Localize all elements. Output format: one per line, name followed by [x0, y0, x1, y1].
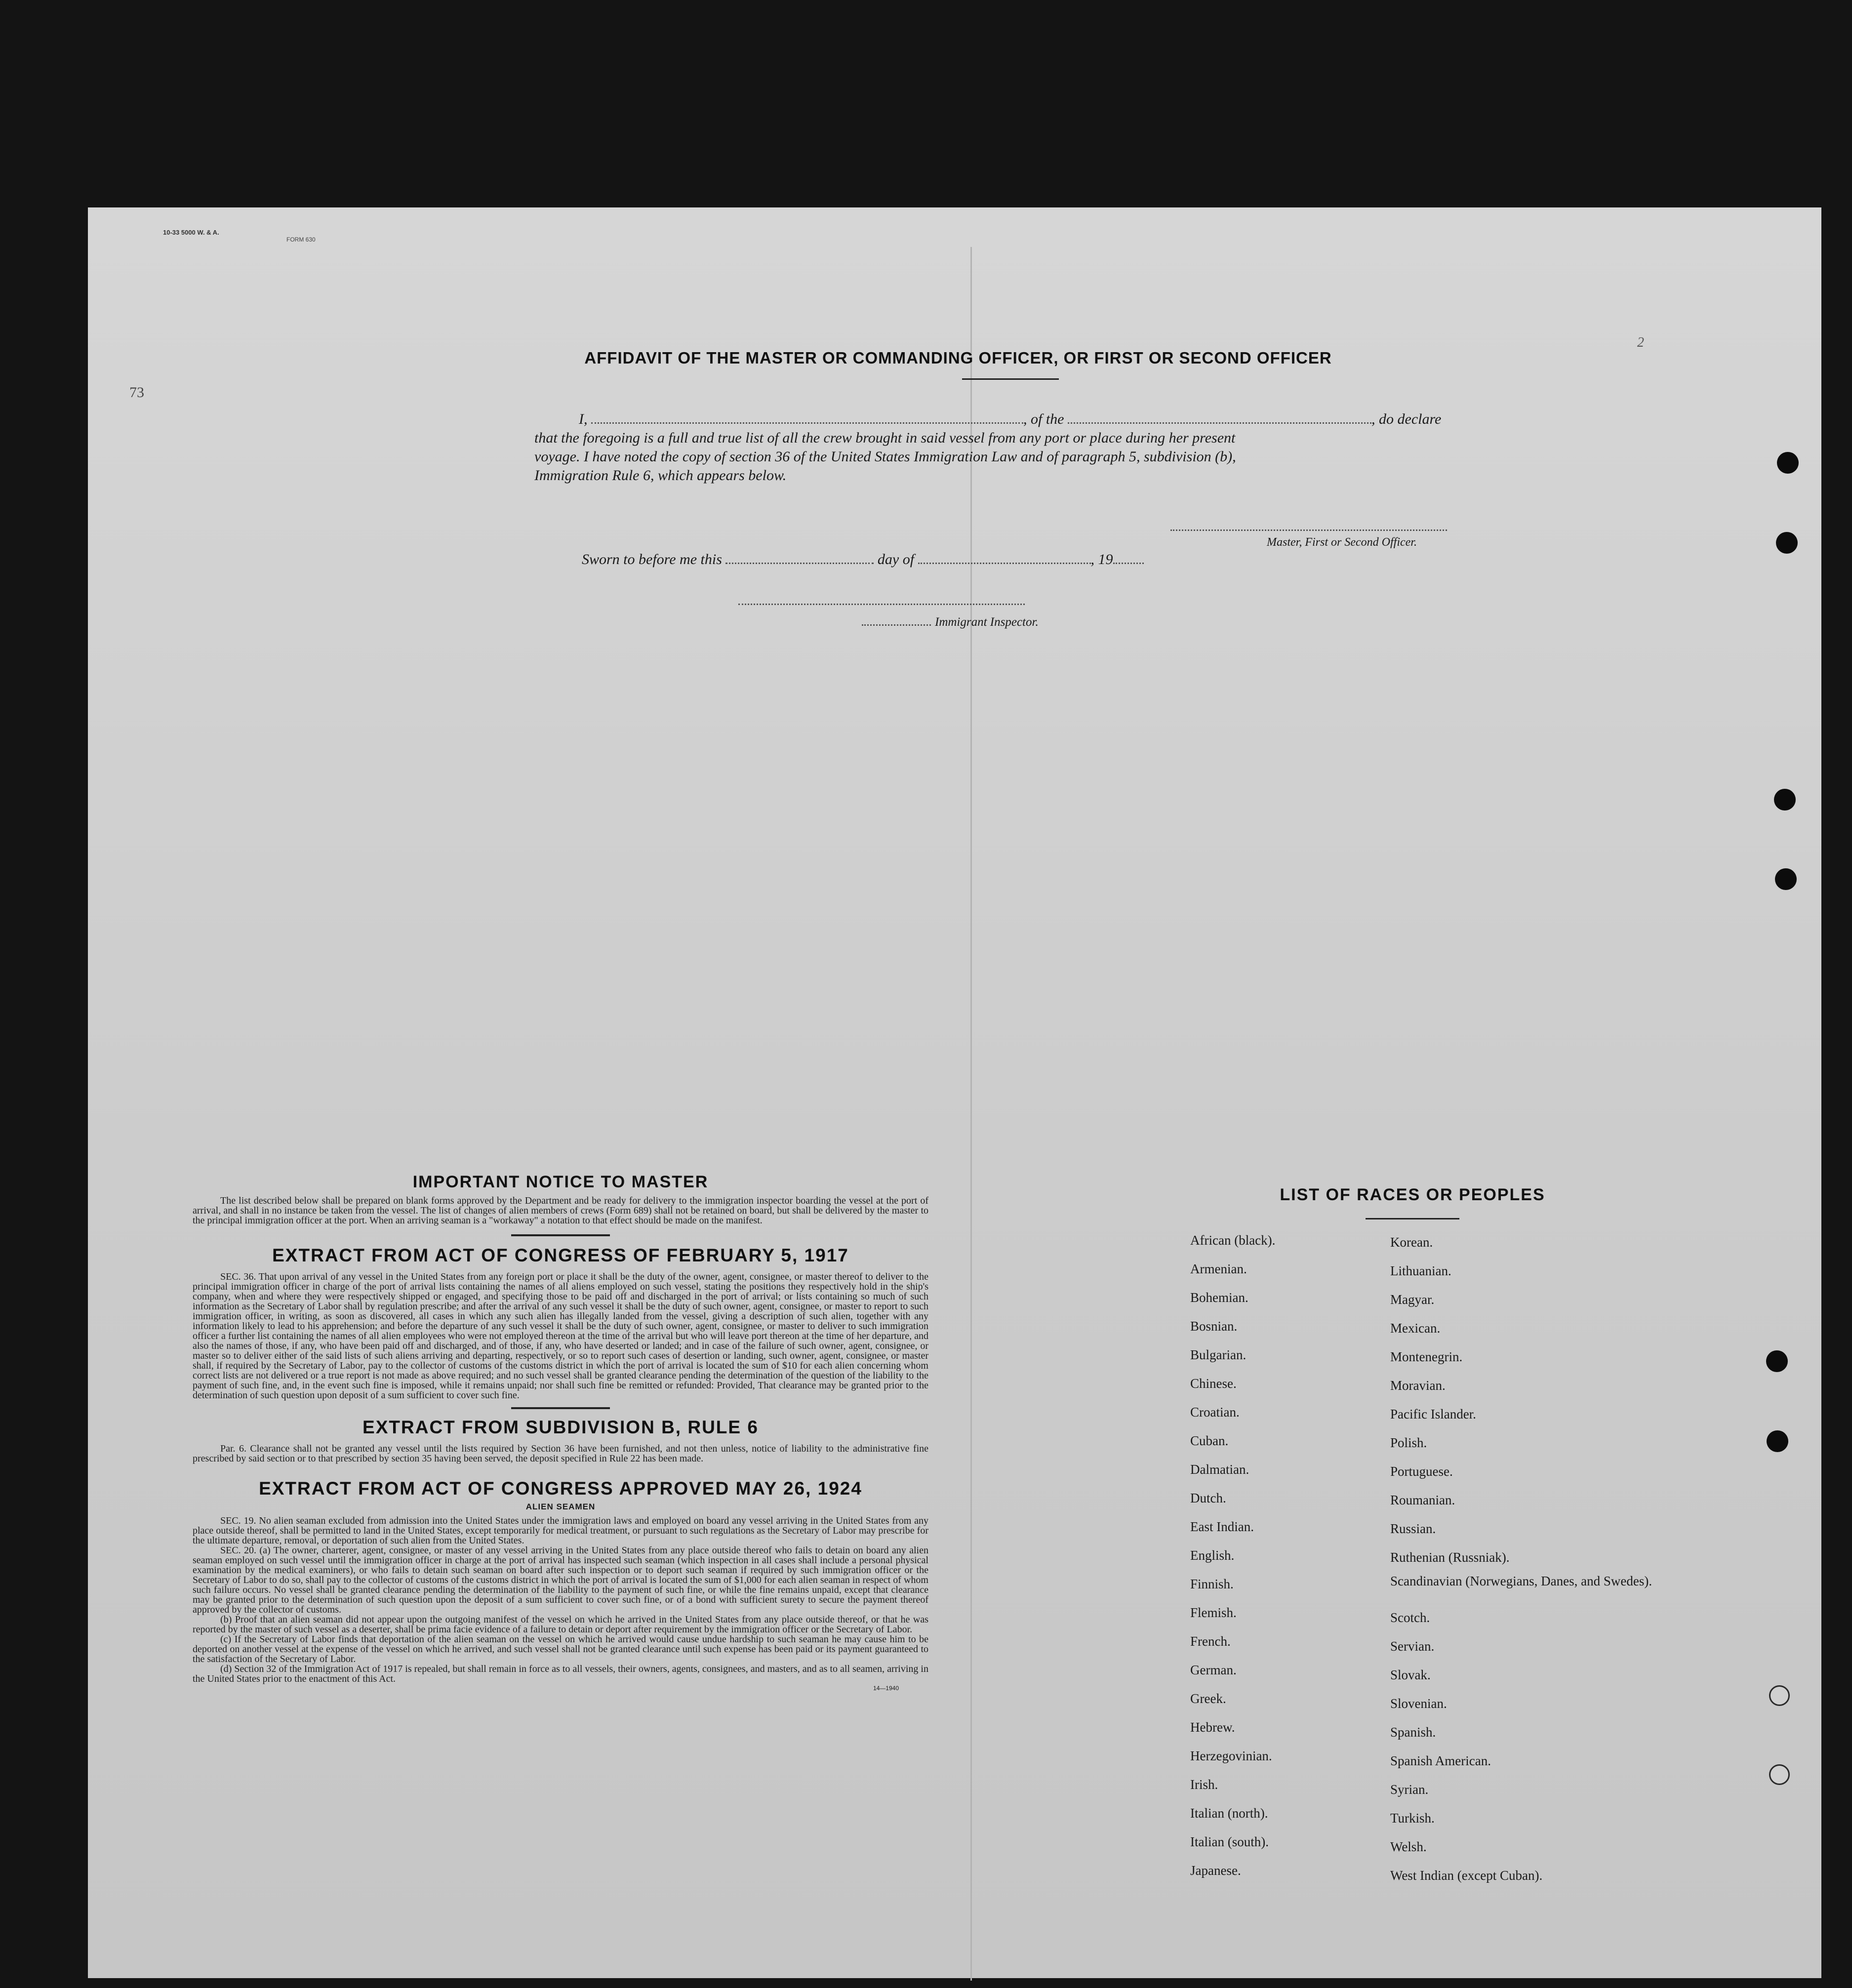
- extract-rule6-title: EXTRACT FROM SUBDIVISION B, RULE 6: [362, 1417, 759, 1437]
- race-item: Welsh.: [1390, 1839, 1427, 1854]
- master-signature-label: Master, First or Second Officer.: [1267, 536, 1417, 549]
- sec20b-body: (b) Proof that an alien seaman did not appear upon the outgoing manifest of the vessel on which he arrived in the United States from any place outside thereof, or that he was reported by the master of such vessel as a deserter, shall be prima facie evidence of a failure to detain or deport after requirement by the immigration officer or the Secretary of Labor.: [193, 1614, 928, 1635]
- binder-hole: [1769, 1685, 1790, 1706]
- sworn-day-field[interactable]: [725, 563, 874, 564]
- race-item: Japanese.: [1190, 1863, 1241, 1878]
- race-item: African (black).: [1190, 1233, 1276, 1248]
- binder-hole: [1766, 1350, 1788, 1372]
- race-item: French.: [1190, 1634, 1231, 1649]
- race-item: Dutch.: [1190, 1491, 1226, 1505]
- sec19-body: SEC. 19. No alien seaman excluded from admission into the United States under the immigration laws and employed on board any vessel arriving in the United States from any place outside thereof, shall be permitted to land in the United States, except temporarily for medical treatment, or pursuant to such regulations as the Secretary of Labor may prescribe for the ultimate departure, removal, or deportation of such alien from the United States.: [193, 1515, 928, 1546]
- race-item: Herzegovinian.: [1190, 1748, 1272, 1763]
- race-item: Korean.: [1390, 1235, 1433, 1250]
- declaration-line: [534, 410, 1492, 429]
- name-field[interactable]: [591, 422, 1023, 424]
- race-item: Portuguese.: [1390, 1464, 1453, 1479]
- affidavit-line-2: that the foregoing is a full and true list of all the crew brought in said vessel from any port or place during her present: [534, 430, 1236, 446]
- race-item: Ruthenian (Russniak).: [1390, 1550, 1510, 1565]
- sec20a-body: SEC. 20. (a) The owner, charterer, agent, consignee, or master of any vessel arriving in the United States from any place outside thereof who fails to detain on board any alien seaman employed on such vessel until the immigration officer in charge at the port of arrival has inspected such seaman (which inspection in all cases shall include a personal physical examination by the medical examiners), or who fails to detain such seaman on board after such inspection or to deport such seaman if required by such immigration officer or the Secretary of Labor to do so, shall pay to the collector of customs of the customs district in which the port of arrival is located the sum of $1,000 for each alien seaman in respect of whom such failure occurs. No vessel shall be granted clearance pending the determination of the liability to the payment of such fine, or while the fine remains unpaid, except that clearance may be granted prior to the determination of such question upon the deposit of a sum sufficient to cover such fine, or of a bond with sufficient surety to secure the payment thereof approved by the collector of customs.: [193, 1545, 928, 1615]
- corner-mark: 2: [1637, 335, 1644, 350]
- races-right-column: [1390, 1228, 1652, 1890]
- extract-1917-rule: [511, 1407, 610, 1409]
- race-item: Roumanian.: [1390, 1493, 1455, 1507]
- race-item: English.: [1190, 1548, 1235, 1563]
- race-item: Mexican.: [1390, 1321, 1441, 1336]
- title-rule: [962, 378, 1059, 380]
- page-fold: [970, 247, 972, 1981]
- binder-hole: [1776, 532, 1798, 554]
- binder-hole: [1769, 1764, 1790, 1785]
- master-signature-line[interactable]: [1170, 529, 1447, 531]
- race-item: Slovenian.: [1390, 1696, 1447, 1711]
- race-item: Bosnian.: [1190, 1319, 1238, 1334]
- races-title: LIST OF RACES OR PEOPLES: [1280, 1185, 1545, 1204]
- notice-title: IMPORTANT NOTICE TO MASTER: [412, 1173, 709, 1191]
- sec20c-body: (c) If the Secretary of Labor finds that deportation of the alien seaman on the vessel on which he arrived would cause undue hardship to such seaman he may cause him to be deported on another vessel at the expense of the vessel on which he arrived, and such vessel shall not be granted clearance until such expense has been paid or its payment guaranteed to the satisfaction of the Secretary of Labor.: [193, 1634, 928, 1664]
- sworn-line: [582, 551, 1144, 568]
- bottom-print-code: 14—1940: [873, 1685, 899, 1692]
- race-item: Italian (south).: [1190, 1834, 1269, 1849]
- binder-hole: [1777, 452, 1799, 474]
- race-item: Irish.: [1190, 1777, 1218, 1792]
- notice-body: The list described below shall be prepared on blank forms approved by the Department and be ready for delivery to the immigration inspector boarding the vessel at the port of arrival, and shall in no instance be taken from the vessel. The list of changes of alien members of crews (Form 689) shall not be retained on board, but shall be delivered by the master to the principal immigration officer at the port. When an arriving seaman is a "workaway" a notation to that effect should be made on the manifest.: [193, 1195, 928, 1226]
- race-item: Magyar.: [1390, 1292, 1435, 1307]
- binder-hole: [1774, 789, 1796, 811]
- race-item: East Indian.: [1190, 1519, 1254, 1534]
- declarant-label: I,: [579, 411, 588, 427]
- extract-1917-title: EXTRACT FROM ACT OF CONGRESS OF FEBRUARY 5, 1917: [272, 1245, 849, 1265]
- race-item: Pacific Islander.: [1390, 1407, 1476, 1421]
- race-item: Chinese.: [1190, 1376, 1237, 1391]
- race-item: Hebrew.: [1190, 1720, 1235, 1735]
- race-item: Syrian.: [1390, 1782, 1429, 1797]
- race-item: German.: [1190, 1663, 1237, 1677]
- race-item: Cuban.: [1190, 1433, 1229, 1448]
- extract-1917-body: SEC. 36. That upon arrival of any vessel in the United States from any foreign port or place it shall be the duty of the owner, agent, consignee, or master thereof to deliver to the principal immigration officer in charge of the port of arrival lists containing the names of all aliens employed on such vessel, stating the positions they respectively hold in the ship's company, when and where they were respectively shipped or engaged, and specifying those to be paid off and discharged in the port of arrival; or lists containing so much of such information as the Secretary of Labor shall by regulation prescribe; and after the arrival of any such vessel it shall be the duty of such owner, agent, consignee, or master to report to such immigration officer, in writing, as soon as discovered, all cases in which any such alien has illegally landed from the vessel, giving a description of such alien, together with any information likely to lead to his apprehension; and before the departure of any such vessel it shall be the duty of such owner, agent, consignee, or master to deliver to such immigration officer a further list containing the names of all alien employees who were not employed thereon at the time of the arrival but who will leave port thereon at the time of her departure, and also the names of those, if any, who have been paid off and discharged, and of those, if any, who have deserted or landed; and in case of the failure of such owner, agent, consignee, or master so to deliver either of the said lists of such aliens arriving and departing, respectively, or so to report such cases of desertion or landing, such owner, agent, consignee, or master shall, if required by the Secretary of Labor, pay to the collector of customs of the customs district in which the port of arrival is located the sum of $10 for each alien concerning whom correct lists are not delivered or a true report is not made as above required; and no such vessel shall be granted clearance pending the determination of the question of the liability to the payment of such fine, and, in the event such fine is imposed, while it remains unpaid; nor shall such fine be remitted or refunded: Provided, That clearance may be granted prior to the determination of such question upon deposit of a sum sufficient to cover such fine.: [193, 1271, 928, 1401]
- vessel-field[interactable]: [1068, 422, 1371, 424]
- race-item: Flemish.: [1190, 1605, 1237, 1620]
- of-the-label: , of the: [1023, 411, 1064, 427]
- legal-column: [193, 1173, 928, 1692]
- races-left-column: [1190, 1226, 1368, 1885]
- race-item: Turkish.: [1390, 1811, 1435, 1826]
- binder-hole: [1767, 1430, 1788, 1452]
- inspector-label: Immigrant Inspector.: [935, 615, 1039, 629]
- race-item: Lithuanian.: [1390, 1263, 1451, 1278]
- inspector-signature-line[interactable]: [738, 604, 1025, 605]
- race-item: Dalmatian.: [1190, 1462, 1249, 1477]
- affidavit-line-3: voyage. I have noted the copy of section 36 of the United States Immigration Law and of paragraph 5, subdivision (b),: [534, 448, 1236, 465]
- affidavit-line-4: Immigration Rule 6, which appears below.: [534, 467, 787, 484]
- form-number: FORM 630: [286, 236, 316, 243]
- race-item: Moravian.: [1390, 1378, 1446, 1393]
- extract-rule6-body: Par. 6. Clearance shall not be granted any vessel until the lists required by Section 36 have been furnished, and not then unless, notice of liability to the administrative fine prescribed by said section or to that prescribed by section 35 having been served, the deposit specified in Rule 22 has been made.: [193, 1443, 928, 1464]
- alien-seamen-subtitle: ALIEN SEAMEN: [525, 1502, 596, 1511]
- race-item: Italian (north).: [1190, 1806, 1268, 1821]
- inspector-leader: [862, 624, 931, 626]
- notice-rule: [511, 1234, 610, 1236]
- race-item: West Indian (except Cuban).: [1390, 1868, 1543, 1883]
- sworn-year-field[interactable]: [1113, 563, 1144, 564]
- sworn-prefix: Sworn to before me this: [582, 551, 722, 568]
- race-item: Servian.: [1390, 1639, 1435, 1654]
- race-item: Spanish American.: [1390, 1753, 1491, 1768]
- print-code: 10-33 5000 W. & A.: [163, 229, 219, 236]
- sec20d-body: (d) Section 32 of the Immigration Act of 1917 is repealed, but shall remain in force as to all vessels, their owners, agents, consignees, and masters, and as to all seamen, arriving in the United States prior to the enactment of this Act.: [193, 1663, 928, 1684]
- race-item: Polish.: [1390, 1435, 1427, 1450]
- sworn-month-field[interactable]: [918, 563, 1091, 564]
- race-item: Greek.: [1190, 1691, 1226, 1706]
- race-item: Bohemian.: [1190, 1290, 1248, 1305]
- margin-mark: 73: [129, 384, 144, 401]
- race-item: Montenegrin.: [1390, 1349, 1463, 1364]
- race-item: Spanish.: [1390, 1725, 1436, 1740]
- race-item: Croatian.: [1190, 1405, 1240, 1420]
- race-item: Bulgarian.: [1190, 1347, 1247, 1362]
- day-of-label: day of: [877, 551, 915, 568]
- affidavit-text: [534, 410, 1492, 485]
- race-item: Armenian.: [1190, 1261, 1247, 1276]
- race-item: Russian.: [1390, 1521, 1436, 1536]
- declare-label: , do declare: [1371, 411, 1442, 427]
- race-item: Scotch.: [1390, 1610, 1430, 1625]
- extract-1924-title: EXTRACT FROM ACT OF CONGRESS APPROVED MAY 26, 1924: [259, 1478, 862, 1499]
- race-item: Scandinavian (Norwegians, Danes, and Swedes).: [1390, 1574, 1652, 1588]
- race-item: Slovak.: [1390, 1667, 1431, 1682]
- races-rule: [1366, 1218, 1459, 1219]
- affidavit-title: AFFIDAVIT OF THE MASTER OR COMMANDING OFFICER, OR FIRST OR SECOND OFFICER: [584, 349, 1332, 367]
- binder-hole: [1775, 868, 1797, 890]
- year-label: , 19: [1090, 551, 1113, 568]
- race-item: Finnish.: [1190, 1577, 1234, 1591]
